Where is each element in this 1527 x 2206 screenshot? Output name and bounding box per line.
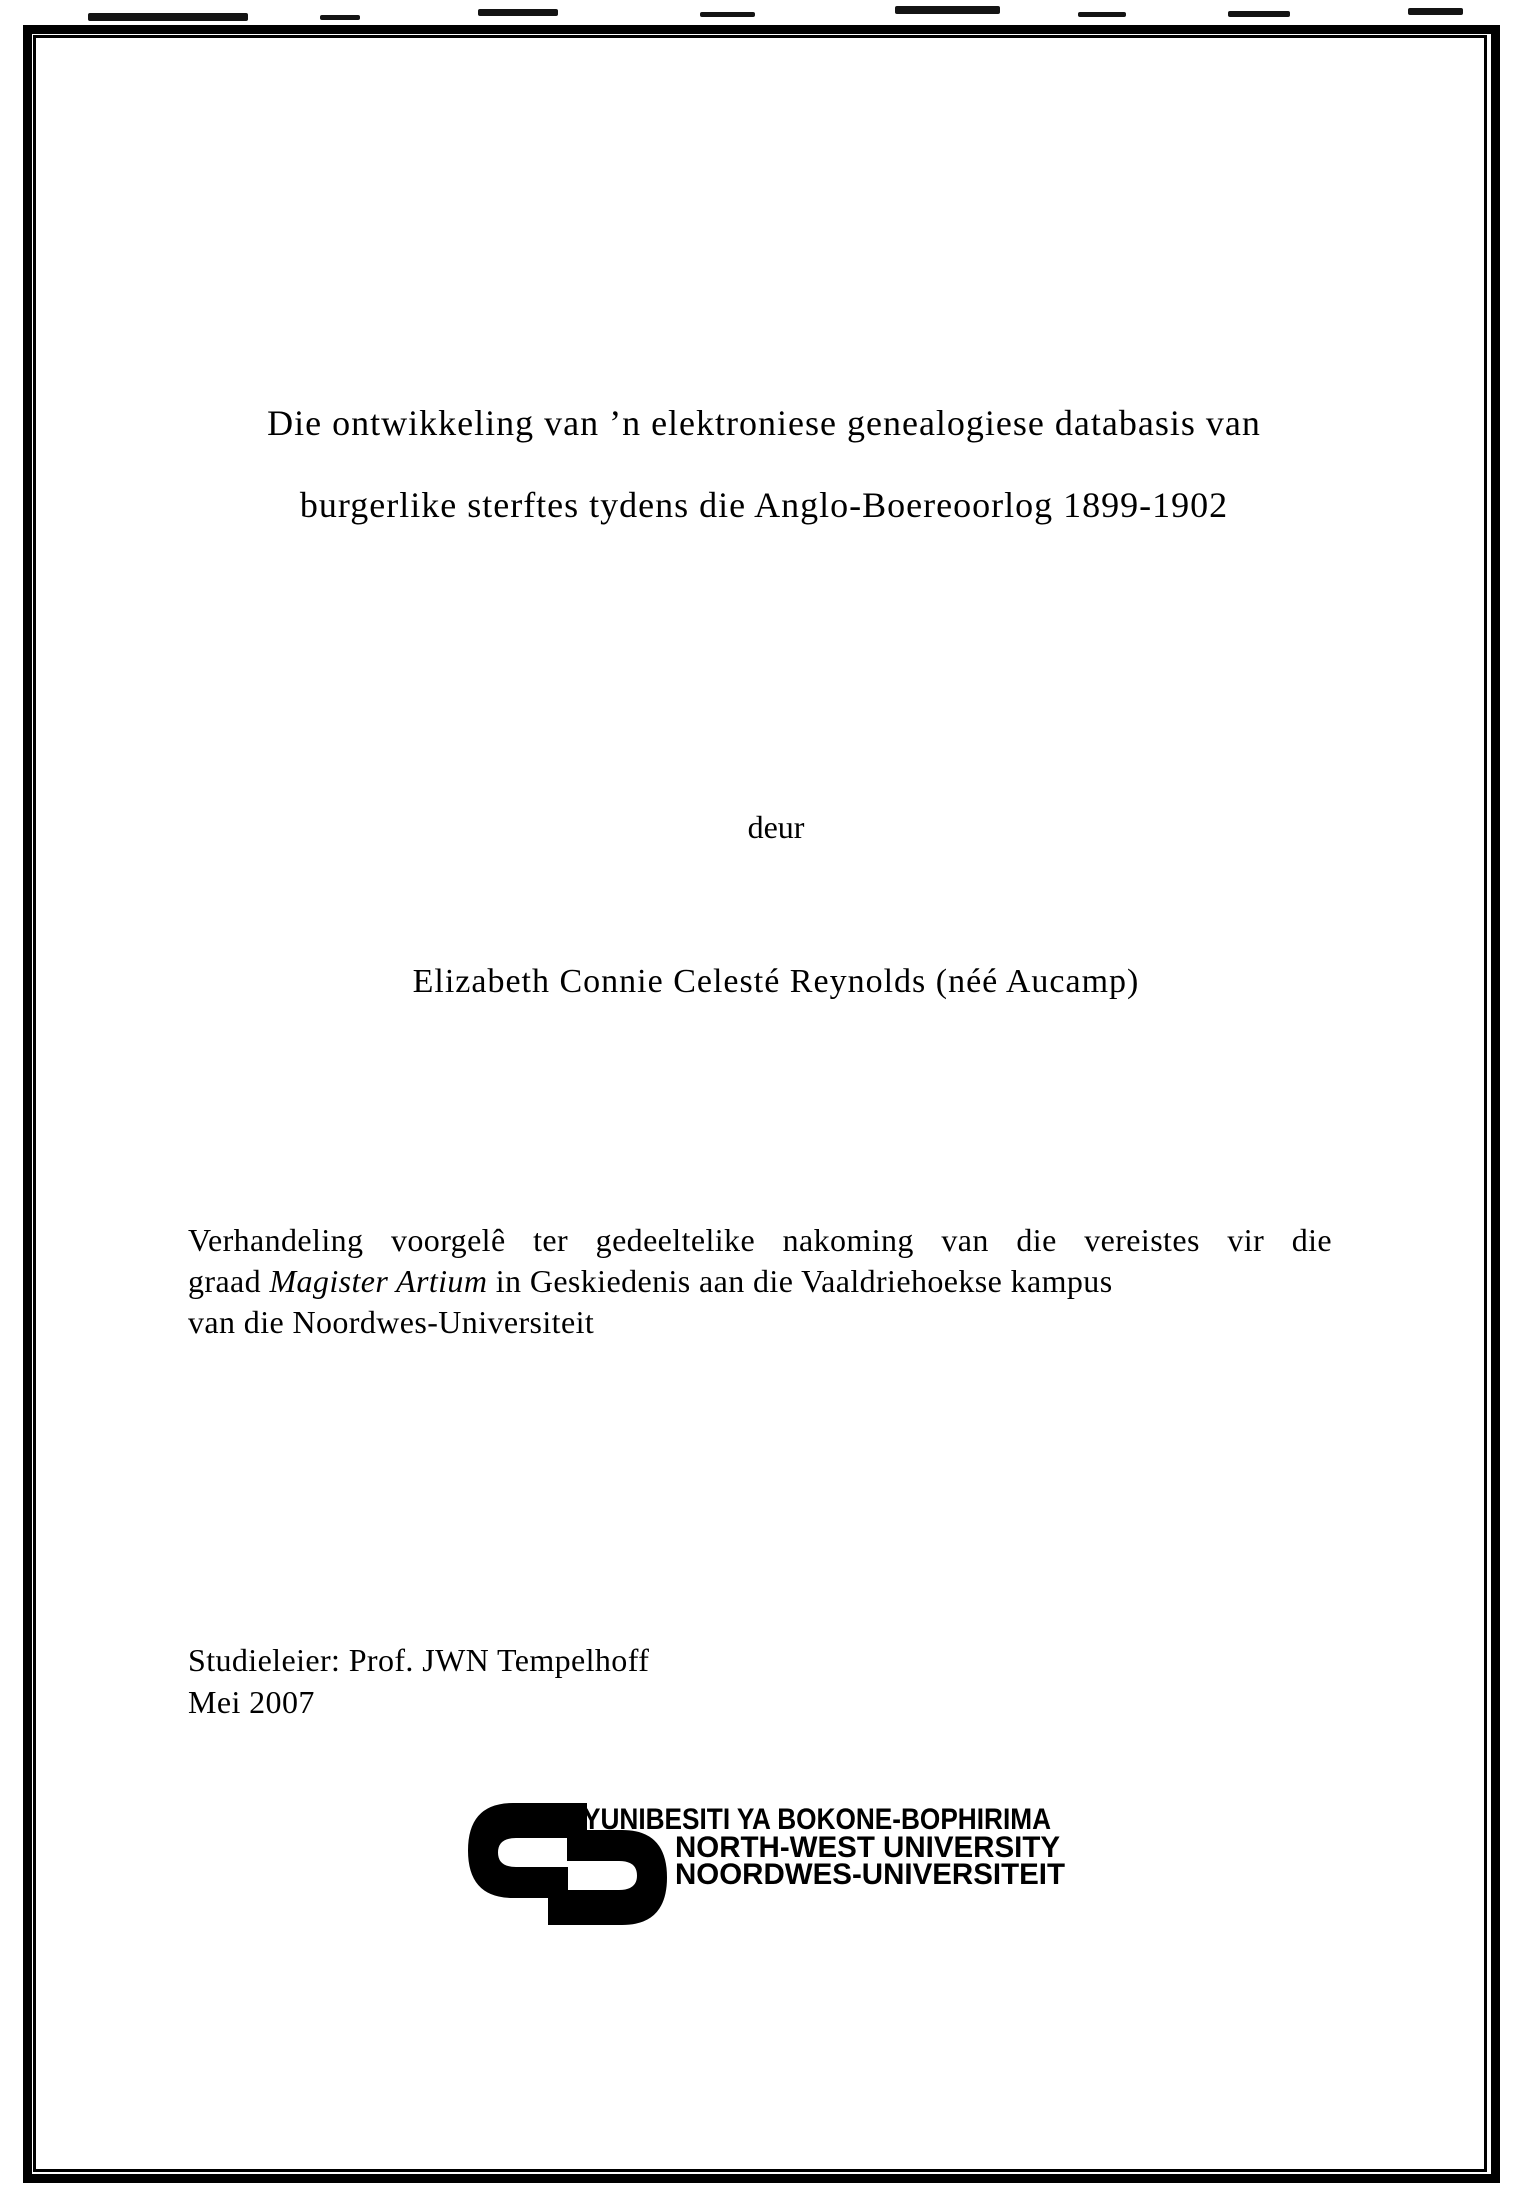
degree-statement bbox=[188, 1220, 1332, 1343]
thesis-title-line1: Die ontwikkeling van ’n elektroniese genealogiese databasis van bbox=[267, 403, 1261, 443]
scan-artifact bbox=[478, 9, 558, 16]
degree-statement-line1: Verhandeling voorgelê ter gedeeltelike nakoming van die vereistes vir die bbox=[188, 1222, 1332, 1258]
byline: deur bbox=[747, 809, 805, 845]
thesis-title-line2: burgerlike sterftes tydens die Anglo-Boereoorlog 1899-1902 bbox=[299, 485, 1229, 525]
degree-statement-line2-suffix: in Geskiedenis aan die Vaaldriehoekse kampus bbox=[487, 1263, 1113, 1299]
scan-artifact bbox=[895, 6, 1000, 14]
nwu-logo-icon bbox=[468, 1803, 1068, 1928]
scan-artifact bbox=[1228, 11, 1290, 17]
degree-statement-line2-prefix: graad bbox=[188, 1263, 270, 1299]
degree-statement-line3: van die Noordwes-Universiteit bbox=[188, 1304, 595, 1340]
logo-text-english: NORTH-WEST UNIVERSITY bbox=[675, 1831, 1060, 1864]
thesis-title bbox=[188, 382, 1340, 546]
scan-artifact bbox=[88, 13, 248, 21]
date-line: Mei 2007 bbox=[188, 1684, 315, 1720]
scan-artifact bbox=[320, 15, 360, 20]
degree-statement-line2 bbox=[188, 1261, 1332, 1302]
scan-artifact bbox=[1078, 12, 1126, 17]
logo-text-afrikaans: NOORDWES-UNIVERSITEIT bbox=[675, 1858, 1065, 1891]
scan-artifact bbox=[1408, 8, 1463, 15]
supervisor-block bbox=[188, 1639, 1088, 1723]
supervisor-line: Studieleier: Prof. JWN Tempelhoff bbox=[188, 1642, 650, 1678]
scan-artifact bbox=[700, 12, 755, 17]
logo-text-setswana: YUNIBESITI YA BOKONE-BOPHIRIMA bbox=[583, 1803, 1051, 1836]
university-logo bbox=[468, 1803, 1068, 1928]
author-name: Elizabeth Connie Celesté Reynolds (néé Aucamp) bbox=[412, 963, 1140, 1000]
degree-name-italic: Magister Artium bbox=[269, 1263, 488, 1299]
